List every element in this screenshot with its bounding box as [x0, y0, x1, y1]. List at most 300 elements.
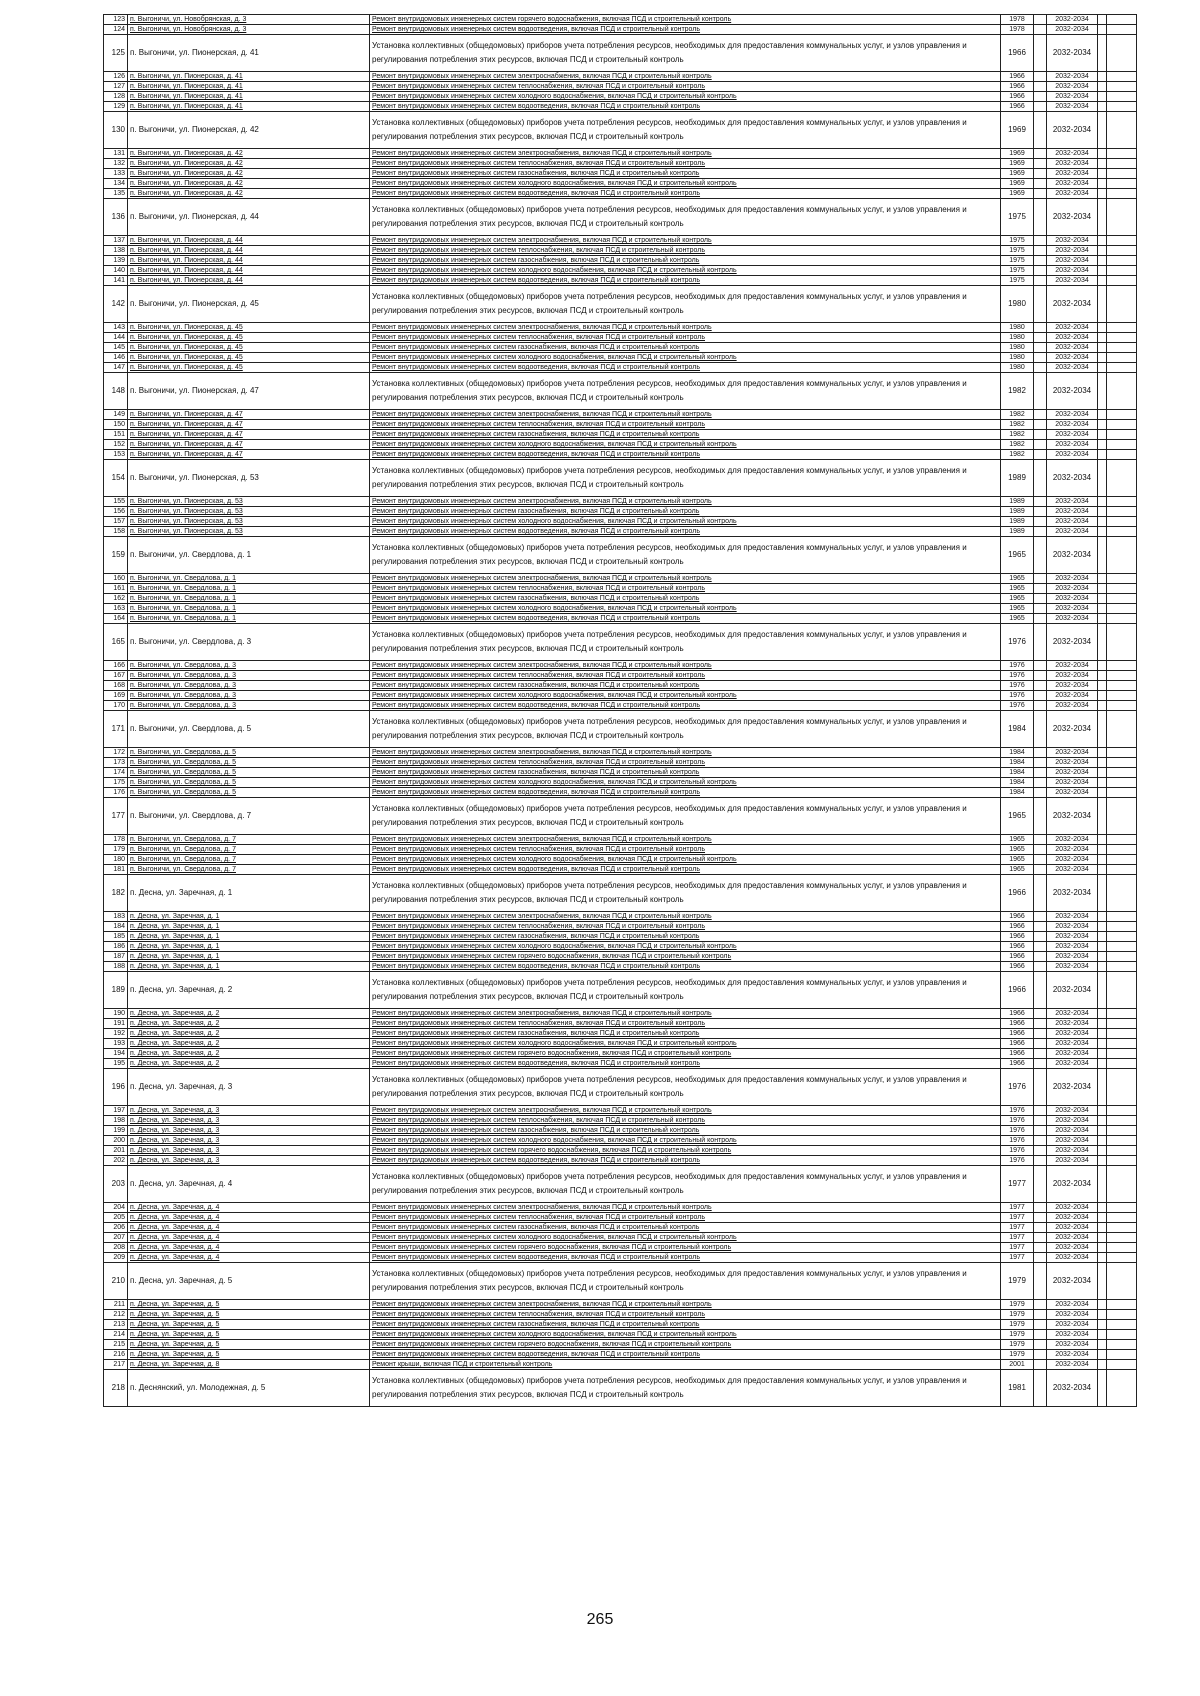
empty-cell	[1107, 1370, 1137, 1407]
empty-cell	[1098, 430, 1107, 440]
build-year-cell: 1966	[1001, 1009, 1034, 1019]
empty-cell	[1098, 353, 1107, 363]
row-number: 215	[104, 1340, 128, 1350]
repair-period-cell: 2032-2034	[1047, 112, 1098, 149]
repair-period-cell: 2032-2034	[1047, 102, 1098, 112]
work-description-cell: Ремонт внутридомовых инженерных систем холодного водоснабжения, включая ПСД и строительный контроль	[370, 517, 1001, 527]
table-row	[104, 912, 1137, 922]
empty-cell	[1107, 574, 1137, 584]
address-cell: п. Выгоничи, ул. Свердлова, д. 1	[128, 604, 370, 614]
build-year-cell: 1976	[1001, 1116, 1034, 1126]
address-cell: п. Выгоничи, ул. Пионерская, д. 47	[128, 450, 370, 460]
empty-cell	[1034, 855, 1047, 865]
address-cell: п. Выгоничи, ул. Пионерская, д. 47	[128, 420, 370, 430]
empty-cell	[1107, 584, 1137, 594]
work-description-cell: Ремонт внутридомовых инженерных систем холодного водоснабжения, включая ПСД и строительный контроль	[370, 92, 1001, 102]
empty-cell	[1034, 537, 1047, 574]
empty-cell	[1034, 1310, 1047, 1320]
work-description-cell: Ремонт внутридомовых инженерных систем холодного водоснабжения, включая ПСД и строительный контроль	[370, 778, 1001, 788]
build-year-cell: 1989	[1001, 460, 1034, 497]
table-row	[104, 1106, 1137, 1116]
build-year-cell: 1969	[1001, 149, 1034, 159]
empty-cell	[1098, 82, 1107, 92]
work-description-cell: Ремонт внутридомовых инженерных систем водоотведения, включая ПСД и строительный контроль	[370, 102, 1001, 112]
empty-cell	[1098, 1310, 1107, 1320]
build-year-cell: 1965	[1001, 855, 1034, 865]
empty-cell	[1098, 1029, 1107, 1039]
empty-cell	[1098, 92, 1107, 102]
repair-period-cell: 2032-2034	[1047, 962, 1098, 972]
empty-cell	[1098, 942, 1107, 952]
repair-period-cell: 2032-2034	[1047, 149, 1098, 159]
build-year-cell: 1979	[1001, 1320, 1034, 1330]
table-row	[104, 1243, 1137, 1253]
table-row	[104, 343, 1137, 353]
empty-cell	[1098, 768, 1107, 778]
empty-cell	[1107, 691, 1137, 701]
work-description-cell: Ремонт внутридомовых инженерных систем водоотведения, включая ПСД и строительный контроль	[370, 701, 1001, 711]
address-cell: п. Выгоничи, ул. Пионерская, д. 47	[128, 430, 370, 440]
work-description-cell: Ремонт внутридомовых инженерных систем электроснабжения, включая ПСД и строительный контроль	[370, 323, 1001, 333]
address-cell: п. Выгоничи, ул. Пионерская, д. 44	[128, 199, 370, 236]
empty-cell	[1107, 835, 1137, 845]
repair-period-cell: 2032-2034	[1047, 835, 1098, 845]
table-row	[104, 711, 1137, 748]
build-year-cell: 1977	[1001, 1223, 1034, 1233]
work-description-cell: Ремонт внутридомовых инженерных систем теплоснабжения, включая ПСД и строительный контроль	[370, 159, 1001, 169]
table-row	[104, 1350, 1137, 1360]
empty-cell	[1107, 1350, 1137, 1360]
empty-cell	[1098, 962, 1107, 972]
table-row	[104, 179, 1137, 189]
table-row	[104, 1223, 1137, 1233]
table-row	[104, 112, 1137, 149]
row-number: 132	[104, 159, 128, 169]
build-year-cell: 1969	[1001, 179, 1034, 189]
build-year-cell: 1980	[1001, 333, 1034, 343]
repair-period-cell: 2032-2034	[1047, 189, 1098, 199]
empty-cell	[1098, 497, 1107, 507]
empty-cell	[1098, 102, 1107, 112]
table-row	[104, 671, 1137, 681]
repair-period-cell: 2032-2034	[1047, 778, 1098, 788]
row-number: 156	[104, 507, 128, 517]
repair-period-cell: 2032-2034	[1047, 1360, 1098, 1370]
empty-cell	[1107, 353, 1137, 363]
empty-cell	[1098, 1320, 1107, 1330]
repair-period-cell: 2032-2034	[1047, 1146, 1098, 1156]
row-number: 192	[104, 1029, 128, 1039]
work-description-cell: Ремонт внутридомовых инженерных систем горячего водоснабжения, включая ПСД и строительный контроль	[370, 952, 1001, 962]
row-number: 199	[104, 1126, 128, 1136]
work-description-cell: Установка коллективных (общедомовых) приборов учета потребления ресурсов, необходимых для предоставления коммунальных услуг, и узлов управления и регулирования потребления этих ресурсов, включая ПСД и строительный контроль	[370, 1069, 1001, 1106]
empty-cell	[1034, 952, 1047, 962]
empty-cell	[1098, 276, 1107, 286]
empty-cell	[1034, 373, 1047, 410]
empty-cell	[1107, 72, 1137, 82]
empty-cell	[1107, 1340, 1137, 1350]
build-year-cell: 1977	[1001, 1213, 1034, 1223]
empty-cell	[1034, 1203, 1047, 1213]
build-year-cell: 1977	[1001, 1166, 1034, 1203]
work-description-cell: Установка коллективных (общедомовых) приборов учета потребления ресурсов, необходимых для предоставления коммунальных услуг, и узлов управления и регулирования потребления этих ресурсов, включая ПСД и строительный контроль	[370, 112, 1001, 149]
build-year-cell: 1976	[1001, 681, 1034, 691]
empty-cell	[1107, 768, 1137, 778]
row-number: 176	[104, 788, 128, 798]
work-description-cell: Ремонт внутридомовых инженерных систем холодного водоснабжения, включая ПСД и строительный контроль	[370, 1039, 1001, 1049]
build-year-cell: 1965	[1001, 584, 1034, 594]
empty-cell	[1098, 1039, 1107, 1049]
row-number: 155	[104, 497, 128, 507]
address-cell: п. Выгоничи, ул. Свердлова, д. 3	[128, 701, 370, 711]
work-description-cell: Ремонт внутридомовых инженерных систем электроснабжения, включая ПСД и строительный контроль	[370, 1300, 1001, 1310]
table-body	[104, 15, 1137, 1407]
empty-cell	[1107, 681, 1137, 691]
build-year-cell: 1982	[1001, 430, 1034, 440]
table-row	[104, 256, 1137, 266]
work-description-cell: Ремонт внутридомовых инженерных систем водоотведения, включая ПСД и строительный контроль	[370, 189, 1001, 199]
work-description-cell: Ремонт внутридомовых инженерных систем холодного водоснабжения, включая ПСД и строительный контроль	[370, 604, 1001, 614]
repair-period-cell: 2032-2034	[1047, 691, 1098, 701]
build-year-cell: 1977	[1001, 1253, 1034, 1263]
empty-cell	[1098, 1166, 1107, 1203]
repair-period-cell: 2032-2034	[1047, 624, 1098, 661]
build-year-cell: 1965	[1001, 594, 1034, 604]
row-number: 173	[104, 758, 128, 768]
row-number: 203	[104, 1166, 128, 1203]
row-number: 184	[104, 922, 128, 932]
empty-cell	[1034, 584, 1047, 594]
table-row	[104, 1166, 1137, 1203]
repair-period-cell: 2032-2034	[1047, 15, 1098, 25]
empty-cell	[1034, 922, 1047, 932]
address-cell: п. Выгоничи, ул. Пионерская, д. 44	[128, 276, 370, 286]
empty-cell	[1098, 1243, 1107, 1253]
table-row	[104, 972, 1137, 1009]
empty-cell	[1098, 149, 1107, 159]
work-description-cell: Ремонт внутридомовых инженерных систем электроснабжения, включая ПСД и строительный контроль	[370, 72, 1001, 82]
empty-cell	[1098, 778, 1107, 788]
table-row	[104, 1203, 1137, 1213]
table-row	[104, 102, 1137, 112]
work-description-cell: Ремонт внутридомовых инженерных систем теплоснабжения, включая ПСД и строительный контроль	[370, 1310, 1001, 1320]
row-number: 205	[104, 1213, 128, 1223]
build-year-cell: 1966	[1001, 1049, 1034, 1059]
build-year-cell: 1989	[1001, 497, 1034, 507]
repair-period-cell: 2032-2034	[1047, 517, 1098, 527]
address-cell: п. Выгоничи, ул. Свердлова, д. 7	[128, 865, 370, 875]
address-cell: п. Десна, ул. Заречная, д. 2	[128, 972, 370, 1009]
row-number: 147	[104, 363, 128, 373]
address-cell: п. Выгоничи, ул. Пионерская, д. 45	[128, 286, 370, 323]
address-cell: п. Десна, ул. Заречная, д. 1	[128, 952, 370, 962]
table-row	[104, 276, 1137, 286]
repair-period-cell: 2032-2034	[1047, 179, 1098, 189]
empty-cell	[1098, 410, 1107, 420]
empty-cell	[1034, 266, 1047, 276]
address-cell: п. Десна, ул. Заречная, д. 1	[128, 875, 370, 912]
address-cell: п. Выгоничи, ул. Свердлова, д. 7	[128, 855, 370, 865]
address-cell: п. Десна, ул. Заречная, д. 3	[128, 1136, 370, 1146]
work-description-cell: Ремонт внутридомовых инженерных систем электроснабжения, включая ПСД и строительный контроль	[370, 912, 1001, 922]
build-year-cell: 1975	[1001, 246, 1034, 256]
row-number: 146	[104, 353, 128, 363]
table-row	[104, 460, 1137, 497]
repair-period-cell: 2032-2034	[1047, 333, 1098, 343]
address-cell: п. Выгоничи, ул. Пионерская, д. 45	[128, 363, 370, 373]
address-cell: п. Десна, ул. Заречная, д. 1	[128, 932, 370, 942]
build-year-cell: 1966	[1001, 1039, 1034, 1049]
repair-period-cell: 2032-2034	[1047, 661, 1098, 671]
repair-period-cell: 2032-2034	[1047, 1300, 1098, 1310]
build-year-cell: 1979	[1001, 1350, 1034, 1360]
table-row	[104, 1213, 1137, 1223]
build-year-cell: 1975	[1001, 199, 1034, 236]
empty-cell	[1107, 1330, 1137, 1340]
repair-period-cell: 2032-2034	[1047, 363, 1098, 373]
work-description-cell: Ремонт внутридомовых инженерных систем электроснабжения, включая ПСД и строительный контроль	[370, 236, 1001, 246]
build-year-cell: 1976	[1001, 1106, 1034, 1116]
row-number: 180	[104, 855, 128, 865]
repair-period-cell: 2032-2034	[1047, 681, 1098, 691]
empty-cell	[1107, 25, 1137, 35]
address-cell: п. Выгоничи, ул. Пионерская, д. 41	[128, 82, 370, 92]
table-row	[104, 1340, 1137, 1350]
work-description-cell: Ремонт внутридомовых инженерных систем электроснабжения, включая ПСД и строительный контроль	[370, 1203, 1001, 1213]
empty-cell	[1034, 788, 1047, 798]
repair-period-cell: 2032-2034	[1047, 1340, 1098, 1350]
empty-cell	[1098, 343, 1107, 353]
row-number: 164	[104, 614, 128, 624]
row-number: 165	[104, 624, 128, 661]
empty-cell	[1098, 507, 1107, 517]
address-cell: п. Выгоничи, ул. Свердлова, д. 1	[128, 584, 370, 594]
empty-cell	[1034, 1049, 1047, 1059]
table-row	[104, 266, 1137, 276]
repair-period-cell: 2032-2034	[1047, 430, 1098, 440]
table-row	[104, 574, 1137, 584]
table-row	[104, 420, 1137, 430]
work-description-cell: Ремонт внутридомовых инженерных систем электроснабжения, включая ПСД и строительный контроль	[370, 1009, 1001, 1019]
work-description-cell: Установка коллективных (общедомовых) приборов учета потребления ресурсов, необходимых для предоставления коммунальных услуг, и узлов управления и регулирования потребления этих ресурсов, включая ПСД и строительный контроль	[370, 537, 1001, 574]
table-row	[104, 246, 1137, 256]
table-row	[104, 691, 1137, 701]
row-number: 150	[104, 420, 128, 430]
empty-cell	[1034, 778, 1047, 788]
build-year-cell: 1976	[1001, 671, 1034, 681]
empty-cell	[1107, 701, 1137, 711]
address-cell: п. Десна, ул. Заречная, д. 4	[128, 1213, 370, 1223]
address-cell: п. Десна, ул. Заречная, д. 1	[128, 912, 370, 922]
build-year-cell: 1976	[1001, 1146, 1034, 1156]
table-row	[104, 701, 1137, 711]
row-number: 179	[104, 845, 128, 855]
empty-cell	[1107, 343, 1137, 353]
address-cell: п. Выгоничи, ул. Пионерская, д. 42	[128, 179, 370, 189]
empty-cell	[1107, 517, 1137, 527]
empty-cell	[1107, 15, 1137, 25]
row-number: 193	[104, 1039, 128, 1049]
empty-cell	[1107, 333, 1137, 343]
work-description-cell: Ремонт внутридомовых инженерных систем водоотведения, включая ПСД и строительный контроль	[370, 363, 1001, 373]
repair-period-cell: 2032-2034	[1047, 972, 1098, 1009]
empty-cell	[1034, 1263, 1047, 1300]
empty-cell	[1098, 1059, 1107, 1069]
empty-cell	[1107, 507, 1137, 517]
work-description-cell: Установка коллективных (общедомовых) приборов учета потребления ресурсов, необходимых для предоставления коммунальных услуг, и узлов управления и регулирования потребления этих ресурсов, включая ПСД и строительный контроль	[370, 199, 1001, 236]
address-cell: п. Выгоничи, ул. Пионерская, д. 44	[128, 266, 370, 276]
row-number: 175	[104, 778, 128, 788]
table-row	[104, 584, 1137, 594]
address-cell: п. Десна, ул. Заречная, д. 5	[128, 1310, 370, 1320]
row-number: 183	[104, 912, 128, 922]
row-number: 216	[104, 1350, 128, 1360]
row-number: 137	[104, 236, 128, 246]
address-cell: п. Десна, ул. Заречная, д. 3	[128, 1069, 370, 1106]
row-number: 163	[104, 604, 128, 614]
row-number: 145	[104, 343, 128, 353]
repair-period-cell: 2032-2034	[1047, 1019, 1098, 1029]
build-year-cell: 1989	[1001, 527, 1034, 537]
address-cell: п. Выгоничи, ул. Свердлова, д. 5	[128, 748, 370, 758]
empty-cell	[1034, 159, 1047, 169]
table-row	[104, 1059, 1137, 1069]
empty-cell	[1107, 711, 1137, 748]
build-year-cell: 1980	[1001, 353, 1034, 363]
address-cell: п. Выгоничи, ул. Пионерская, д. 47	[128, 373, 370, 410]
build-year-cell: 1966	[1001, 35, 1034, 72]
empty-cell	[1098, 112, 1107, 149]
empty-cell	[1098, 420, 1107, 430]
empty-cell	[1098, 363, 1107, 373]
table-row	[104, 1049, 1137, 1059]
work-description-cell: Ремонт внутридомовых инженерных систем газоснабжения, включая ПСД и строительный контроль	[370, 1223, 1001, 1233]
empty-cell	[1107, 1126, 1137, 1136]
repair-period-cell: 2032-2034	[1047, 507, 1098, 517]
empty-cell	[1034, 1136, 1047, 1146]
table-row	[104, 845, 1137, 855]
empty-cell	[1034, 420, 1047, 430]
empty-cell	[1034, 1019, 1047, 1029]
address-cell: п. Десна, ул. Заречная, д. 3	[128, 1106, 370, 1116]
build-year-cell: 1976	[1001, 701, 1034, 711]
repair-period-cell: 2032-2034	[1047, 1166, 1098, 1203]
address-cell: п. Выгоничи, ул. Пионерская, д. 45	[128, 333, 370, 343]
empty-cell	[1098, 199, 1107, 236]
address-cell: п. Выгоничи, ул. Свердлова, д. 7	[128, 845, 370, 855]
empty-cell	[1107, 962, 1137, 972]
address-cell: п. Десна, ул. Заречная, д. 3	[128, 1146, 370, 1156]
work-description-cell: Ремонт внутридомовых инженерных систем горячего водоснабжения, включая ПСД и строительный контроль	[370, 1049, 1001, 1059]
table-row	[104, 15, 1137, 25]
build-year-cell: 1969	[1001, 169, 1034, 179]
empty-cell	[1034, 614, 1047, 624]
repair-period-cell: 2032-2034	[1047, 584, 1098, 594]
empty-cell	[1034, 149, 1047, 159]
table-row	[104, 1320, 1137, 1330]
empty-cell	[1107, 865, 1137, 875]
empty-cell	[1098, 845, 1107, 855]
row-number: 218	[104, 1370, 128, 1407]
address-cell: п. Десна, ул. Заречная, д. 2	[128, 1009, 370, 1019]
work-description-cell: Ремонт внутридомовых инженерных систем горячего водоснабжения, включая ПСД и строительный контроль	[370, 15, 1001, 25]
empty-cell	[1107, 1039, 1137, 1049]
address-cell: п. Десна, ул. Заречная, д. 4	[128, 1253, 370, 1263]
build-year-cell: 1980	[1001, 286, 1034, 323]
build-year-cell: 1979	[1001, 1310, 1034, 1320]
empty-cell	[1034, 798, 1047, 835]
address-cell: п. Выгоничи, ул. Пионерская, д. 42	[128, 159, 370, 169]
row-number: 198	[104, 1116, 128, 1126]
empty-cell	[1098, 1009, 1107, 1019]
row-number: 166	[104, 661, 128, 671]
empty-cell	[1098, 701, 1107, 711]
address-cell: п. Выгоничи, ул. Свердлова, д. 5	[128, 778, 370, 788]
page-number: 265	[586, 1611, 614, 1628]
empty-cell	[1098, 922, 1107, 932]
row-number: 186	[104, 942, 128, 952]
repair-period-cell: 2032-2034	[1047, 748, 1098, 758]
work-description-cell: Ремонт внутридомовых инженерных систем электроснабжения, включая ПСД и строительный контроль	[370, 835, 1001, 845]
repair-period-cell: 2032-2034	[1047, 1310, 1098, 1320]
work-description-cell: Ремонт внутридомовых инженерных систем теплоснабжения, включая ПСД и строительный контроль	[370, 333, 1001, 343]
empty-cell	[1034, 661, 1047, 671]
address-cell: п. Выгоничи, ул. Пионерская, д. 42	[128, 189, 370, 199]
empty-cell	[1098, 1203, 1107, 1213]
build-year-cell: 1975	[1001, 266, 1034, 276]
repair-period-cell: 2032-2034	[1047, 1136, 1098, 1146]
empty-cell	[1098, 189, 1107, 199]
empty-cell	[1034, 430, 1047, 440]
repair-period-cell: 2032-2034	[1047, 1203, 1098, 1213]
empty-cell	[1107, 169, 1137, 179]
empty-cell	[1034, 835, 1047, 845]
work-description-cell: Ремонт внутридомовых инженерных систем газоснабжения, включая ПСД и строительный контроль	[370, 768, 1001, 778]
empty-cell	[1034, 1156, 1047, 1166]
repair-period-cell: 2032-2034	[1047, 952, 1098, 962]
table-row	[104, 594, 1137, 604]
empty-cell	[1107, 1223, 1137, 1233]
address-cell: п. Выгоничи, ул. Свердлова, д. 5	[128, 768, 370, 778]
table-row	[104, 149, 1137, 159]
empty-cell	[1034, 236, 1047, 246]
table-row	[104, 169, 1137, 179]
empty-cell	[1098, 932, 1107, 942]
address-cell: п. Выгоничи, ул. Свердлова, д. 3	[128, 671, 370, 681]
work-description-cell: Ремонт внутридомовых инженерных систем горячего водоснабжения, включая ПСД и строительный контроль	[370, 1340, 1001, 1350]
work-description-cell: Ремонт внутридомовых инженерных систем газоснабжения, включая ПСД и строительный контроль	[370, 932, 1001, 942]
empty-cell	[1107, 1146, 1137, 1156]
row-number: 174	[104, 768, 128, 778]
address-cell: п. Выгоничи, ул. Новобрянская, д. 3	[128, 15, 370, 25]
empty-cell	[1107, 912, 1137, 922]
row-number: 210	[104, 1263, 128, 1300]
repair-period-cell: 2032-2034	[1047, 788, 1098, 798]
work-description-cell: Установка коллективных (общедомовых) приборов учета потребления ресурсов, необходимых для предоставления коммунальных услуг, и узлов управления и регулирования потребления этих ресурсов, включая ПСД и строительный контроль	[370, 972, 1001, 1009]
empty-cell	[1107, 1253, 1137, 1263]
address-cell: п. Десна, ул. Заречная, д. 1	[128, 942, 370, 952]
work-description-cell: Ремонт внутридомовых инженерных систем теплоснабжения, включая ПСД и строительный контроль	[370, 1019, 1001, 1029]
empty-cell	[1034, 875, 1047, 912]
repair-period-cell: 2032-2034	[1047, 1320, 1098, 1330]
build-year-cell: 1965	[1001, 537, 1034, 574]
empty-cell	[1107, 614, 1137, 624]
empty-cell	[1107, 35, 1137, 72]
repair-period-cell: 2032-2034	[1047, 1253, 1098, 1263]
table-row	[104, 1310, 1137, 1320]
empty-cell	[1098, 1116, 1107, 1126]
table-row	[104, 333, 1137, 343]
